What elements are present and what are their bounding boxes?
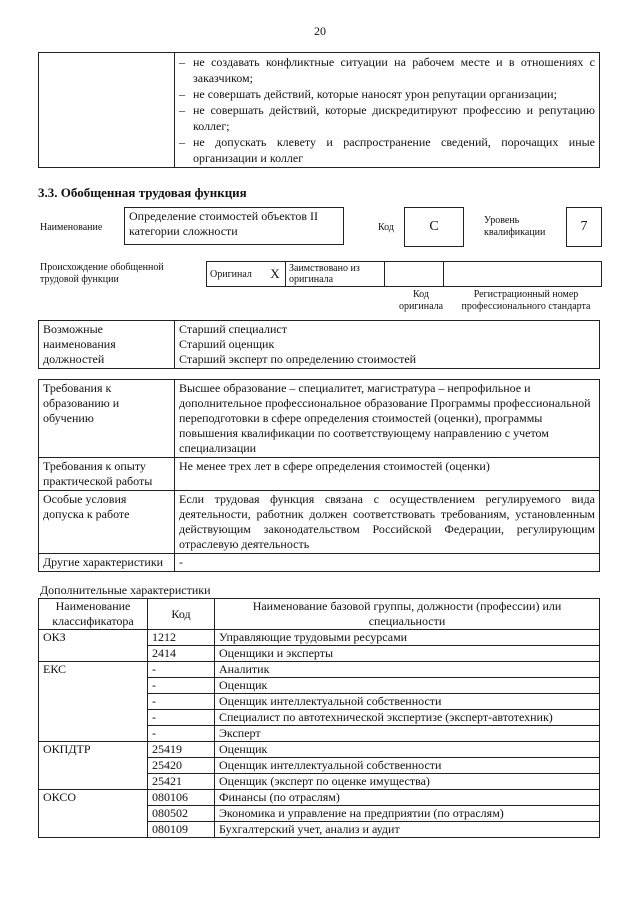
- reg-number-cell: [444, 262, 602, 287]
- requirements-table: [38, 379, 600, 572]
- positions-table: [38, 320, 600, 369]
- classifiers-table: [38, 598, 600, 838]
- classifier-code: 080502: [148, 806, 215, 822]
- classifier-title: Эксперт: [215, 726, 600, 742]
- education-value: Высшее образование – специалитет, магистратура – непрофильное и дополнительное профессиональное образование Программы профессиональной переподготовки в сфере определения стоимостей (оценки), программы повышения квалификации по соответствующему направлению с учетом специализации: [175, 380, 600, 458]
- extra-title: Дополнительные характеристики: [40, 583, 211, 597]
- classifier-code: 080106: [148, 790, 215, 806]
- positions-label: Возможные наименования должностей: [39, 321, 175, 369]
- level-label: Уровень квалификации: [484, 215, 546, 238]
- admission-value: Если трудовая функция связана с осуществлением регулируемого вида деятельности, работник должен соответствовать требованиям, установленным действующим законодательством Российской Федерации, регулирующим отраслевую деятельность: [175, 491, 600, 554]
- classifier-name: ОКПДТР: [39, 742, 148, 790]
- table-row: [39, 790, 600, 806]
- classifier-title: Экономика и управление на предприятии (по отраслям): [215, 806, 600, 822]
- classifier-code: 080109: [148, 822, 215, 838]
- borrowed-label: Заимствовано из оригинала: [286, 262, 385, 287]
- classifier-title: Оценщик интеллектуальной собственности: [215, 694, 600, 710]
- position-item: Старший эксперт по определению стоимостей: [179, 352, 417, 366]
- list-item: – не совершать действий, которые дискредитируют профессию и репутацию коллег;: [179, 103, 595, 133]
- position-item: Старший специалист: [179, 322, 287, 336]
- section-title: 3.3. Обобщенная трудовая функция: [38, 185, 247, 200]
- ethics-table: [38, 52, 600, 168]
- list-item: – не создавать конфликтные ситуации на рабочем месте и в отношениях с заказчиком;: [179, 55, 595, 85]
- other-value: -: [175, 554, 600, 572]
- classifier-code: -: [148, 678, 215, 694]
- function-code: C: [404, 207, 464, 247]
- origin-label: Происхождение обобщенной трудовой функции: [40, 262, 164, 285]
- header-code: Код: [148, 599, 215, 630]
- list-item: – не допускать клевету и распространение сведений, порочащих иные организации и коллег: [179, 135, 595, 165]
- classifier-code: 25421: [148, 774, 215, 790]
- list-item: – не совершать действий, которые наносят урон репутации организации;: [179, 87, 557, 101]
- classifier-code: 25419: [148, 742, 215, 758]
- classifier-title: Финансы (по отраслям): [215, 790, 600, 806]
- classifier-title: Оценщик: [215, 742, 600, 758]
- code-label: Код: [378, 222, 394, 233]
- classifier-code: 2414: [148, 646, 215, 662]
- classifier-code: -: [148, 726, 215, 742]
- classifier-code: -: [148, 710, 215, 726]
- name-label: Наименование: [40, 222, 103, 233]
- experience-label: Требования к опыту практической работы: [39, 458, 175, 491]
- classifier-title: Оценщик: [215, 678, 600, 694]
- classifier-code: -: [148, 662, 215, 678]
- function-name: Определение стоимостей объектов II категории сложности: [124, 207, 344, 245]
- header-classifier: Наименование классификатора: [39, 599, 148, 630]
- original-mark: X: [265, 262, 286, 287]
- positions-values: [175, 321, 600, 369]
- qualification-level: 7: [566, 207, 602, 247]
- classifier-title: Бухгалтерский учет, анализ и аудит: [215, 822, 600, 838]
- code-original-cell: [385, 262, 444, 287]
- header-title: Наименование базовой группы, должности (профессии) или специальности: [215, 599, 600, 630]
- classifier-name: ОКЗ: [39, 630, 148, 662]
- classifier-title: Специалист по автотехнической экспертизе (эксперт-автотехник): [215, 710, 600, 726]
- classifier-title: Оценщики и эксперты: [215, 646, 600, 662]
- classifier-name: ЕКС: [39, 662, 148, 742]
- admission-label: Особые условия допуска к работе: [39, 491, 175, 554]
- experience-value: Не менее трех лет в сфере определения стоимостей (оценки): [175, 458, 600, 491]
- classifier-title: Оценщик интеллектуальной собственности: [215, 758, 600, 774]
- classifier-name: ОКСО: [39, 790, 148, 838]
- origin-table: [206, 261, 602, 287]
- code-original-label: Код оригинала: [398, 289, 444, 312]
- classifier-title: Управляющие трудовыми ресурсами: [215, 630, 600, 646]
- classifier-code: 1212: [148, 630, 215, 646]
- page-number: 20: [314, 24, 326, 38]
- ethics-list-cell: [175, 53, 600, 168]
- classifier-title: Аналитик: [215, 662, 600, 678]
- original-label: Оригинал: [207, 262, 266, 287]
- position-item: Старший оценщик: [179, 337, 275, 351]
- classifier-code: 25420: [148, 758, 215, 774]
- table-row: [39, 742, 600, 758]
- education-label: Требования к образованию и обучению: [39, 380, 175, 458]
- classifier-code: -: [148, 694, 215, 710]
- table-row: [39, 662, 600, 678]
- ethics-label-cell: [39, 53, 175, 168]
- other-label: Другие характеристики: [39, 554, 175, 572]
- classifier-title: Оценщик (эксперт по оценке имущества): [215, 774, 600, 790]
- table-row: [39, 630, 600, 646]
- reg-number-label: Регистрационный номер профессионального стандарта: [461, 289, 591, 312]
